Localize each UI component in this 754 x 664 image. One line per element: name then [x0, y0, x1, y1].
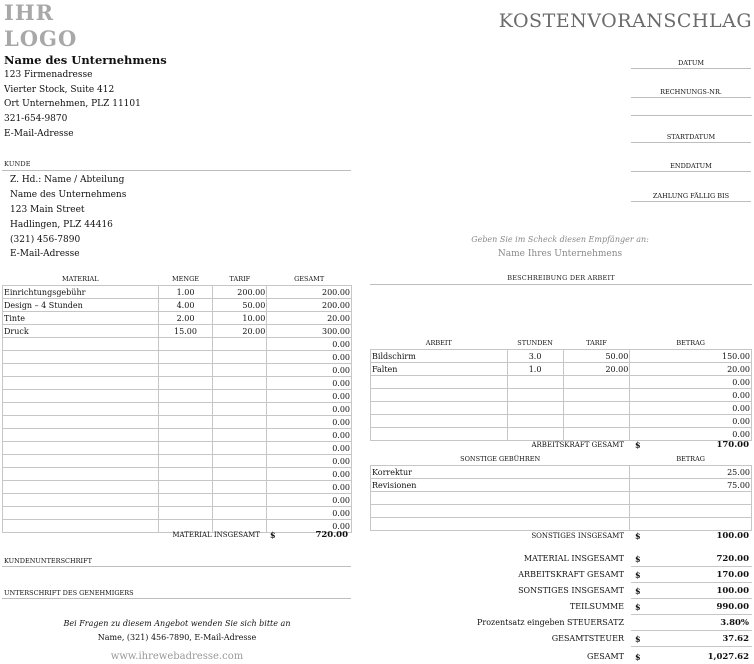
- fees-row-cell[interactable]: [630, 505, 752, 518]
- labor-total-label: ARBEITSKRAFT GESAMT: [531, 441, 624, 449]
- company-name: Name des Unternehmens: [4, 53, 167, 67]
- payee-note: Geben Sie im Scheck diesen Empfänger an:: [471, 235, 649, 244]
- materials-row: [3, 338, 352, 351]
- materials-row: [3, 442, 352, 455]
- materials-row-cell[interactable]: [158, 507, 213, 520]
- customer-signature-line[interactable]: [2, 566, 351, 567]
- materials-total-currency: $: [270, 530, 276, 540]
- materials-row-cell[interactable]: Druck: [3, 325, 159, 338]
- materials-row-cell[interactable]: 2.00: [158, 312, 213, 325]
- footer-contact: Name, (321) 456-7890, E-Mail-Adresse: [97, 633, 257, 642]
- materials-row-cell[interactable]: [213, 351, 267, 364]
- labor-row-cell[interactable]: 0.00: [630, 415, 752, 428]
- materials-row-cell[interactable]: [213, 403, 267, 416]
- materials-row-cell[interactable]: [158, 455, 213, 468]
- fees-row: [371, 505, 752, 518]
- materials-row-cell[interactable]: [158, 351, 213, 364]
- materials-row-cell[interactable]: [158, 442, 213, 455]
- approver-signature-line[interactable]: [2, 598, 351, 599]
- materials-row-cell[interactable]: 0.00: [267, 364, 352, 377]
- approver-signature-label: UNTERSCHRIFT DES GENEHMIGERS: [4, 589, 134, 597]
- materials-row-cell[interactable]: [213, 390, 267, 403]
- labor-table: [370, 336, 752, 441]
- materials-row-cell[interactable]: 10.00: [213, 312, 267, 325]
- materials-row-cell[interactable]: 50.00: [213, 299, 267, 312]
- due-date-label: ZAHLUNG FÄLLIG BIS: [652, 192, 730, 200]
- materials-row-cell[interactable]: [3, 455, 159, 468]
- summary-subtotal-label: TEILSUMME: [569, 602, 624, 611]
- materials-total-value: 720.00: [315, 530, 348, 540]
- materials-row-cell[interactable]: 0.00: [267, 468, 352, 481]
- materials-row-cell[interactable]: [213, 442, 267, 455]
- materials-row-cell[interactable]: 15.00: [158, 325, 213, 338]
- fees-header-row: [371, 452, 752, 466]
- labor-row-cell[interactable]: [507, 376, 563, 389]
- summary-tax-currency: $: [635, 634, 641, 644]
- labor-row: [371, 428, 752, 441]
- materials-header-row: [3, 272, 352, 286]
- summary-subtotal-value: 990.00: [716, 602, 749, 612]
- client-email: E-Mail-Adresse: [10, 249, 80, 259]
- materials-row: [3, 312, 352, 325]
- fees-row-cell[interactable]: 25.00: [630, 466, 752, 479]
- summary-grand-currency: $: [635, 652, 641, 662]
- materials-header-rate: TARIF: [229, 274, 251, 283]
- fees-row-cell[interactable]: [371, 492, 630, 505]
- materials-row-cell[interactable]: [213, 455, 267, 468]
- materials-row: [3, 468, 352, 481]
- labor-row-cell[interactable]: [563, 389, 630, 402]
- labor-row-cell[interactable]: [563, 415, 630, 428]
- materials-row-cell[interactable]: [3, 442, 159, 455]
- company-email: E-Mail-Adresse: [4, 129, 74, 139]
- materials-row-cell[interactable]: 0.00: [267, 481, 352, 494]
- materials-row-cell[interactable]: [213, 338, 267, 351]
- materials-row-cell[interactable]: Tinte: [3, 312, 159, 325]
- footer-website[interactable]: www.ihrewebadresse.com: [110, 651, 244, 662]
- labor-row-cell[interactable]: [563, 402, 630, 415]
- labor-row-cell[interactable]: [371, 402, 508, 415]
- labor-row-cell[interactable]: 0.00: [630, 402, 752, 415]
- materials-row-cell[interactable]: 0.00: [267, 390, 352, 403]
- summary-material-currency: $: [635, 554, 641, 564]
- materials-row-cell[interactable]: 0.00: [267, 494, 352, 507]
- labor-row-cell[interactable]: [507, 389, 563, 402]
- summary-divider: [631, 614, 752, 615]
- materials-row-cell[interactable]: [3, 390, 159, 403]
- labor-row-cell[interactable]: [371, 376, 508, 389]
- summary-labor-value: 170.00: [716, 570, 749, 580]
- materials-row-cell[interactable]: 0.00: [267, 416, 352, 429]
- materials-row-cell[interactable]: 4.00: [158, 299, 213, 312]
- labor-header-amount: BETRAG: [676, 338, 705, 347]
- materials-row: [3, 351, 352, 364]
- materials-row-cell[interactable]: 20.00: [267, 312, 352, 325]
- client-street: 123 Main Street: [10, 205, 85, 215]
- materials-row: [3, 364, 352, 377]
- company-phone: 321-654-9870: [4, 114, 68, 124]
- work-description-divider: [370, 284, 752, 285]
- payee-name: Name Ihres Unternehmens: [497, 249, 623, 259]
- fees-row: [371, 466, 752, 479]
- fees-total-currency: $: [635, 531, 641, 541]
- client-city: Hadlingen, PLZ 44416: [10, 220, 113, 230]
- labor-header-work: ARBEIT: [425, 338, 452, 347]
- summary-divider: [631, 646, 752, 647]
- fees-header-amount: BETRAG: [676, 454, 705, 463]
- materials-row-cell[interactable]: [3, 338, 159, 351]
- materials-row-cell[interactable]: [213, 429, 267, 442]
- summary-other-label: SONSTIGES INSGESAMT: [518, 586, 624, 595]
- document-title: KOSTENVORANSCHLAG: [498, 10, 752, 32]
- materials-row-cell[interactable]: [213, 507, 267, 520]
- labor-row: [371, 389, 752, 402]
- fees-total-value: 100.00: [716, 531, 749, 541]
- materials-row-cell[interactable]: 200.00: [213, 286, 267, 299]
- materials-total-label: MATERIAL INSGESAMT: [172, 531, 260, 539]
- client-phone: (321) 456-7890: [10, 235, 81, 245]
- invoice-number-label: RECHNUNGS-NR.: [660, 88, 722, 96]
- materials-row: [3, 377, 352, 390]
- work-description-label: BESCHREIBUNG DER ARBEIT: [507, 274, 615, 282]
- labor-row: [371, 402, 752, 415]
- labor-row: [371, 376, 752, 389]
- fees-row-cell[interactable]: [371, 518, 630, 531]
- labor-header-hours: STUNDEN: [517, 338, 553, 347]
- materials-row-cell[interactable]: 200.00: [267, 286, 352, 299]
- summary-labor-label: ARBEITSKRAFT GESAMT: [518, 570, 624, 579]
- labor-row-cell[interactable]: [563, 428, 630, 441]
- fees-row-cell[interactable]: Revisionen: [371, 479, 630, 492]
- materials-row-cell[interactable]: [213, 481, 267, 494]
- materials-row-cell[interactable]: 0.00: [267, 442, 352, 455]
- materials-row-cell[interactable]: [213, 364, 267, 377]
- materials-header-total: GESAMT: [294, 274, 325, 283]
- materials-row-cell[interactable]: [158, 481, 213, 494]
- footer-question-note: Bei Fragen zu diesem Angebot wenden Sie sich bitte an: [63, 619, 291, 628]
- labor-row-cell[interactable]: [507, 428, 563, 441]
- materials-row-cell[interactable]: [3, 468, 159, 481]
- labor-row-cell[interactable]: [371, 415, 508, 428]
- company-address-1: 123 Firmenadresse: [4, 70, 93, 80]
- client-divider: [2, 170, 351, 171]
- labor-row-cell[interactable]: 0.00: [630, 389, 752, 402]
- materials-row-cell[interactable]: [213, 377, 267, 390]
- summary-divider: [631, 630, 752, 631]
- materials-row-cell[interactable]: [3, 377, 159, 390]
- materials-row-cell[interactable]: [158, 468, 213, 481]
- materials-row-cell[interactable]: [3, 520, 159, 533]
- company-address-3: Ort Unternehmen, PLZ 11101: [4, 99, 141, 109]
- logo-line-1: IHR: [4, 0, 55, 25]
- materials-row-cell[interactable]: [158, 390, 213, 403]
- materials-row: [3, 325, 352, 338]
- fees-row: [371, 492, 752, 505]
- other-fees-table: [370, 452, 752, 531]
- materials-row-cell[interactable]: 0.00: [267, 338, 352, 351]
- materials-row-cell[interactable]: [158, 377, 213, 390]
- labor-row-cell[interactable]: [371, 389, 508, 402]
- materials-row-cell[interactable]: 0.00: [267, 429, 352, 442]
- materials-row-cell[interactable]: 0.00: [267, 377, 352, 390]
- summary-tax-label: GESAMTSTEUER: [551, 634, 624, 643]
- labor-row-cell[interactable]: 50.00: [563, 350, 630, 363]
- labor-row-cell[interactable]: 1.0: [507, 363, 563, 376]
- materials-header-material: MATERIAL: [62, 274, 99, 283]
- client-company: Name des Unternehmens: [10, 190, 127, 200]
- materials-row-cell[interactable]: [213, 494, 267, 507]
- materials-row: [3, 299, 352, 312]
- materials-row: [3, 481, 352, 494]
- fees-row-cell[interactable]: Korrektur: [371, 466, 630, 479]
- materials-row-cell[interactable]: 20.00: [213, 325, 267, 338]
- date-label: DATUM: [677, 59, 705, 67]
- labor-total-value: 170.00: [716, 440, 749, 450]
- materials-row-cell[interactable]: [158, 364, 213, 377]
- summary-tax-value: 37.62: [722, 634, 749, 644]
- materials-row-cell[interactable]: [3, 481, 159, 494]
- materials-row-cell[interactable]: Design – 4 Stunden: [3, 299, 159, 312]
- summary-divider: [631, 566, 752, 567]
- materials-row-cell[interactable]: [213, 416, 267, 429]
- materials-row-cell[interactable]: [158, 403, 213, 416]
- start-date-label: STARTDATUM: [666, 133, 716, 141]
- materials-row: [3, 286, 352, 299]
- materials-row-cell[interactable]: [3, 429, 159, 442]
- materials-row-cell[interactable]: [158, 338, 213, 351]
- materials-row-cell[interactable]: Einrichtungsgebühr: [3, 286, 159, 299]
- materials-row-cell[interactable]: 0.00: [267, 351, 352, 364]
- materials-row: [3, 429, 352, 442]
- materials-row-cell[interactable]: [3, 364, 159, 377]
- materials-row-cell[interactable]: [3, 403, 159, 416]
- materials-row-cell[interactable]: 0.00: [267, 455, 352, 468]
- labor-row: [371, 415, 752, 428]
- summary-grand-label: GESAMT: [586, 652, 624, 661]
- summary-other-value: 100.00: [716, 586, 749, 596]
- materials-row-cell[interactable]: [158, 494, 213, 507]
- summary-other-currency: $: [635, 586, 641, 596]
- summary-divider: [631, 598, 752, 599]
- materials-row: [3, 455, 352, 468]
- labor-row-cell[interactable]: [507, 415, 563, 428]
- materials-row: [3, 403, 352, 416]
- customer-signature-label: KUNDENUNTERSCHRIFT: [4, 557, 92, 565]
- labor-total-currency: $: [635, 440, 641, 450]
- fees-row-cell[interactable]: [630, 492, 752, 505]
- materials-row-cell[interactable]: [3, 416, 159, 429]
- client-attn: Z. Hd.: Name / Abteilung: [10, 175, 125, 185]
- materials-header-quantity: MENGE: [171, 274, 200, 283]
- materials-row-cell[interactable]: 0.00: [267, 507, 352, 520]
- labor-row-cell[interactable]: 20.00: [630, 363, 752, 376]
- materials-row-cell[interactable]: 200.00: [267, 299, 352, 312]
- labor-row-cell[interactable]: 20.00: [563, 363, 630, 376]
- fees-total-label: SONSTIGES INSGESAMT: [531, 532, 624, 540]
- company-address-2: Vierter Stock, Suite 412: [4, 85, 115, 95]
- labor-row: [371, 350, 752, 363]
- fees-row-cell[interactable]: [630, 518, 752, 531]
- fees-row: [371, 479, 752, 492]
- materials-row-cell[interactable]: 0.00: [267, 520, 352, 533]
- labor-row-cell[interactable]: 3.0: [507, 350, 563, 363]
- labor-row-cell[interactable]: Bildschirm: [371, 350, 508, 363]
- fees-row-cell[interactable]: 75.00: [630, 479, 752, 492]
- materials-row: [3, 494, 352, 507]
- labor-row-cell[interactable]: 0.00: [630, 376, 752, 389]
- client-label: KUNDE: [4, 160, 31, 168]
- materials-row-cell[interactable]: [158, 416, 213, 429]
- meta-divider: [631, 115, 752, 116]
- summary-divider: [631, 582, 752, 583]
- materials-row-cell[interactable]: [3, 494, 159, 507]
- fees-header-description: SONSTIGE GEBÜHREN: [460, 454, 541, 463]
- labor-row-cell[interactable]: [507, 402, 563, 415]
- fees-row: [371, 518, 752, 531]
- materials-row-cell[interactable]: [3, 507, 159, 520]
- materials-row-cell[interactable]: [158, 429, 213, 442]
- materials-table: [2, 272, 352, 533]
- materials-row-cell[interactable]: [213, 468, 267, 481]
- labor-row-cell[interactable]: Falten: [371, 363, 508, 376]
- summary-material-value: 720.00: [716, 554, 749, 564]
- labor-header-row: [371, 336, 752, 350]
- logo: [4, 0, 77, 52]
- materials-row-cell[interactable]: 1.00: [158, 286, 213, 299]
- summary-labor-currency: $: [635, 570, 641, 580]
- summary-taxrate-label: Prozentsatz eingeben STEUERSATZ: [476, 618, 624, 627]
- summary-subtotal-currency: $: [635, 602, 641, 612]
- labor-row: [371, 363, 752, 376]
- summary-material-label: MATERIAL INSGESAMT: [523, 554, 624, 563]
- materials-row: [3, 507, 352, 520]
- materials-row: [3, 416, 352, 429]
- end-date-label: ENDDATUM: [670, 162, 712, 170]
- labor-row-cell[interactable]: 0.00: [630, 428, 752, 441]
- labor-row-cell[interactable]: [563, 376, 630, 389]
- labor-header-rate: TARIF: [586, 338, 607, 347]
- materials-row-cell[interactable]: 0.00: [267, 403, 352, 416]
- labor-row-cell[interactable]: [371, 428, 508, 441]
- materials-row-cell[interactable]: 300.00: [267, 325, 352, 338]
- summary-taxrate-value[interactable]: 3.80%: [720, 618, 749, 628]
- logo-line-2: LOGO: [4, 26, 78, 51]
- materials-row: [3, 390, 352, 403]
- materials-row-cell[interactable]: [3, 351, 159, 364]
- labor-row-cell[interactable]: 150.00: [630, 350, 752, 363]
- work-description-field[interactable]: [370, 286, 752, 334]
- fees-row-cell[interactable]: [371, 505, 630, 518]
- summary-grand-value: 1,027.62: [707, 652, 749, 662]
